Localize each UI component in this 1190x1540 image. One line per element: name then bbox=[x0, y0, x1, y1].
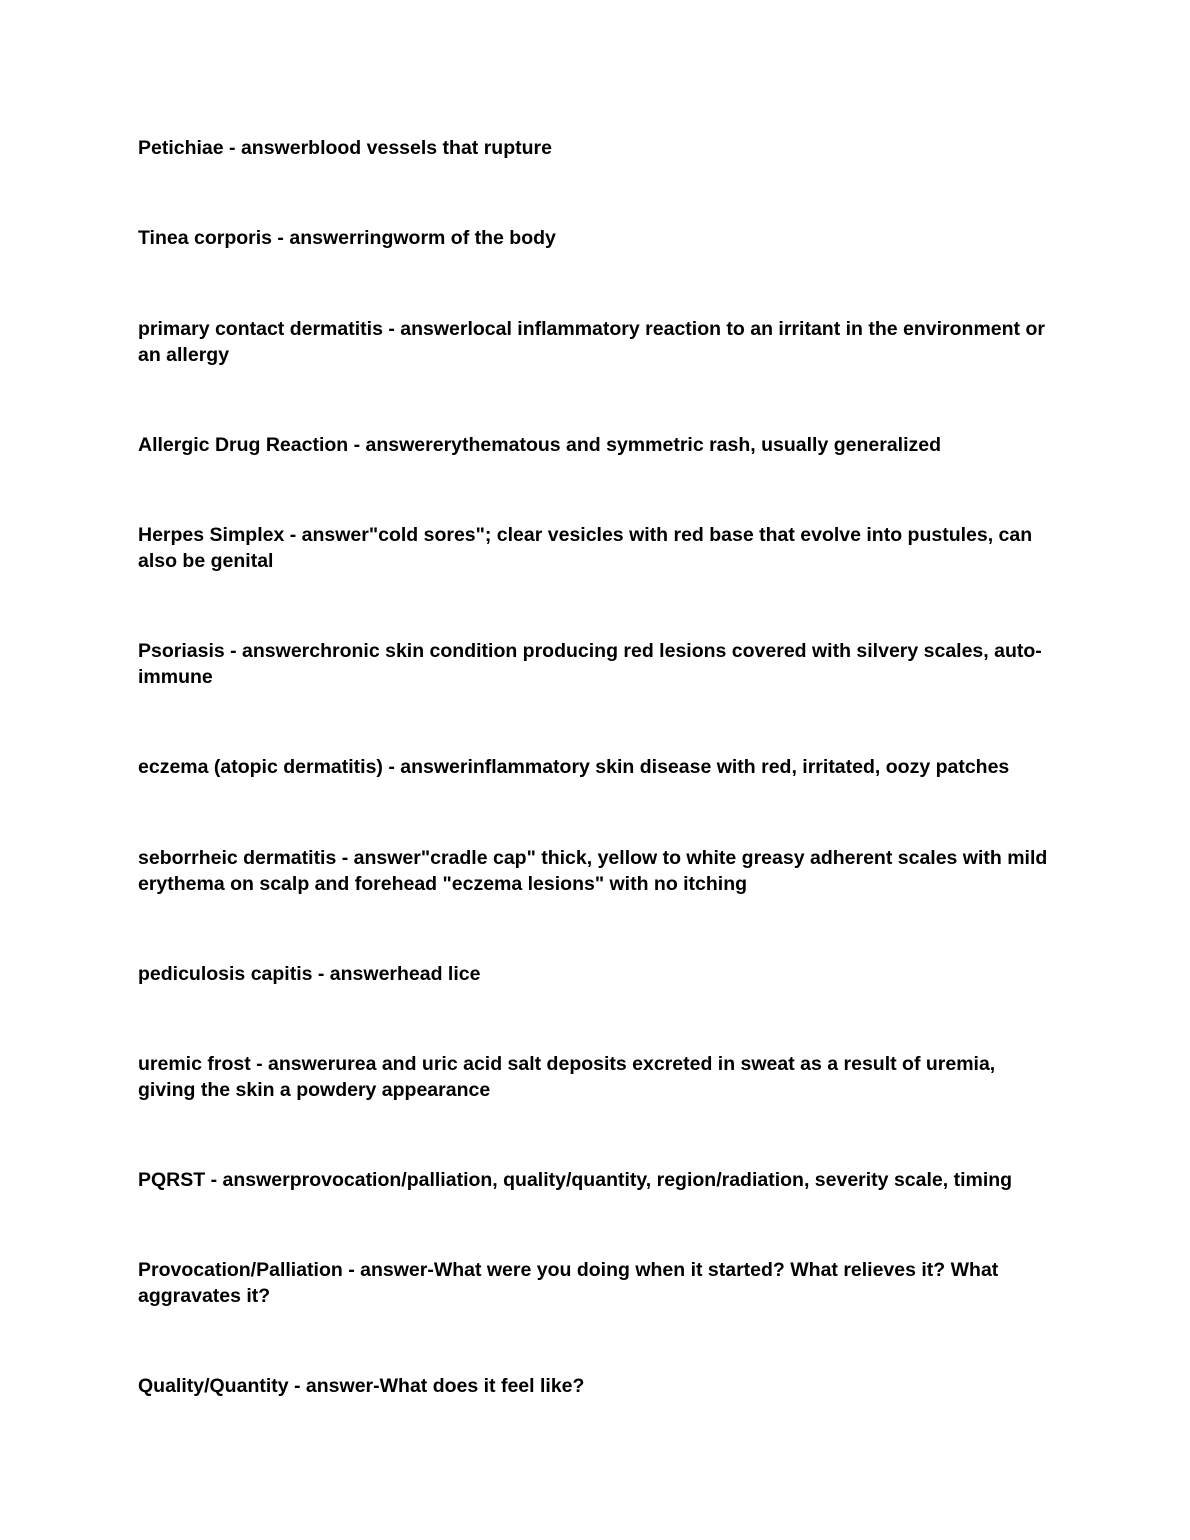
flashcard-entry: Quality/Quantity - answer-What does it feel like? bbox=[138, 1375, 585, 1397]
flashcard-entry: Petichiae - answerblood vessels that rupture bbox=[138, 137, 552, 159]
flashcard-entry: seborrheic dermatitis - answer"cradle cap" thick, yellow to white greasy adherent scales with mild erythema on scalp and forehead "eczema lesions" with no itching bbox=[138, 847, 1048, 895]
flashcard-entry: primary contact dermatitis - answerlocal inflammatory reaction to an irritant in the environment or an allergy bbox=[138, 318, 1045, 366]
flashcard-entry: pediculosis capitis - answerhead lice bbox=[138, 963, 481, 985]
flashcard-entry: Tinea corporis - answerringworm of the body bbox=[138, 227, 556, 249]
flashcard-entry: eczema (atopic dermatitis) - answerinflammatory skin disease with red, irritated, oozy patches bbox=[138, 756, 1010, 778]
flashcard-entry: Provocation/Palliation - answer-What were you doing when it started? What relieves it? What aggravates it? bbox=[138, 1259, 999, 1307]
flashcard-entry: Allergic Drug Reaction - answererythematous and symmetric rash, usually generalized bbox=[138, 434, 942, 456]
flashcard-entry: Psoriasis - answerchronic skin condition producing red lesions covered with silvery scales, auto-immune bbox=[138, 640, 1042, 688]
flashcard-entry: uremic frost - answerurea and uric acid salt deposits excreted in sweat as a result of uremia, giving the skin a powdery appearance bbox=[138, 1053, 996, 1101]
flashcard-entry: Herpes Simplex - answer"cold sores"; clear vesicles with red base that evolve into pustules, can also be genital bbox=[138, 524, 1033, 572]
flashcard-entry: PQRST - answerprovocation/palliation, quality/quantity, region/radiation, severity scale, timing bbox=[138, 1169, 1013, 1191]
